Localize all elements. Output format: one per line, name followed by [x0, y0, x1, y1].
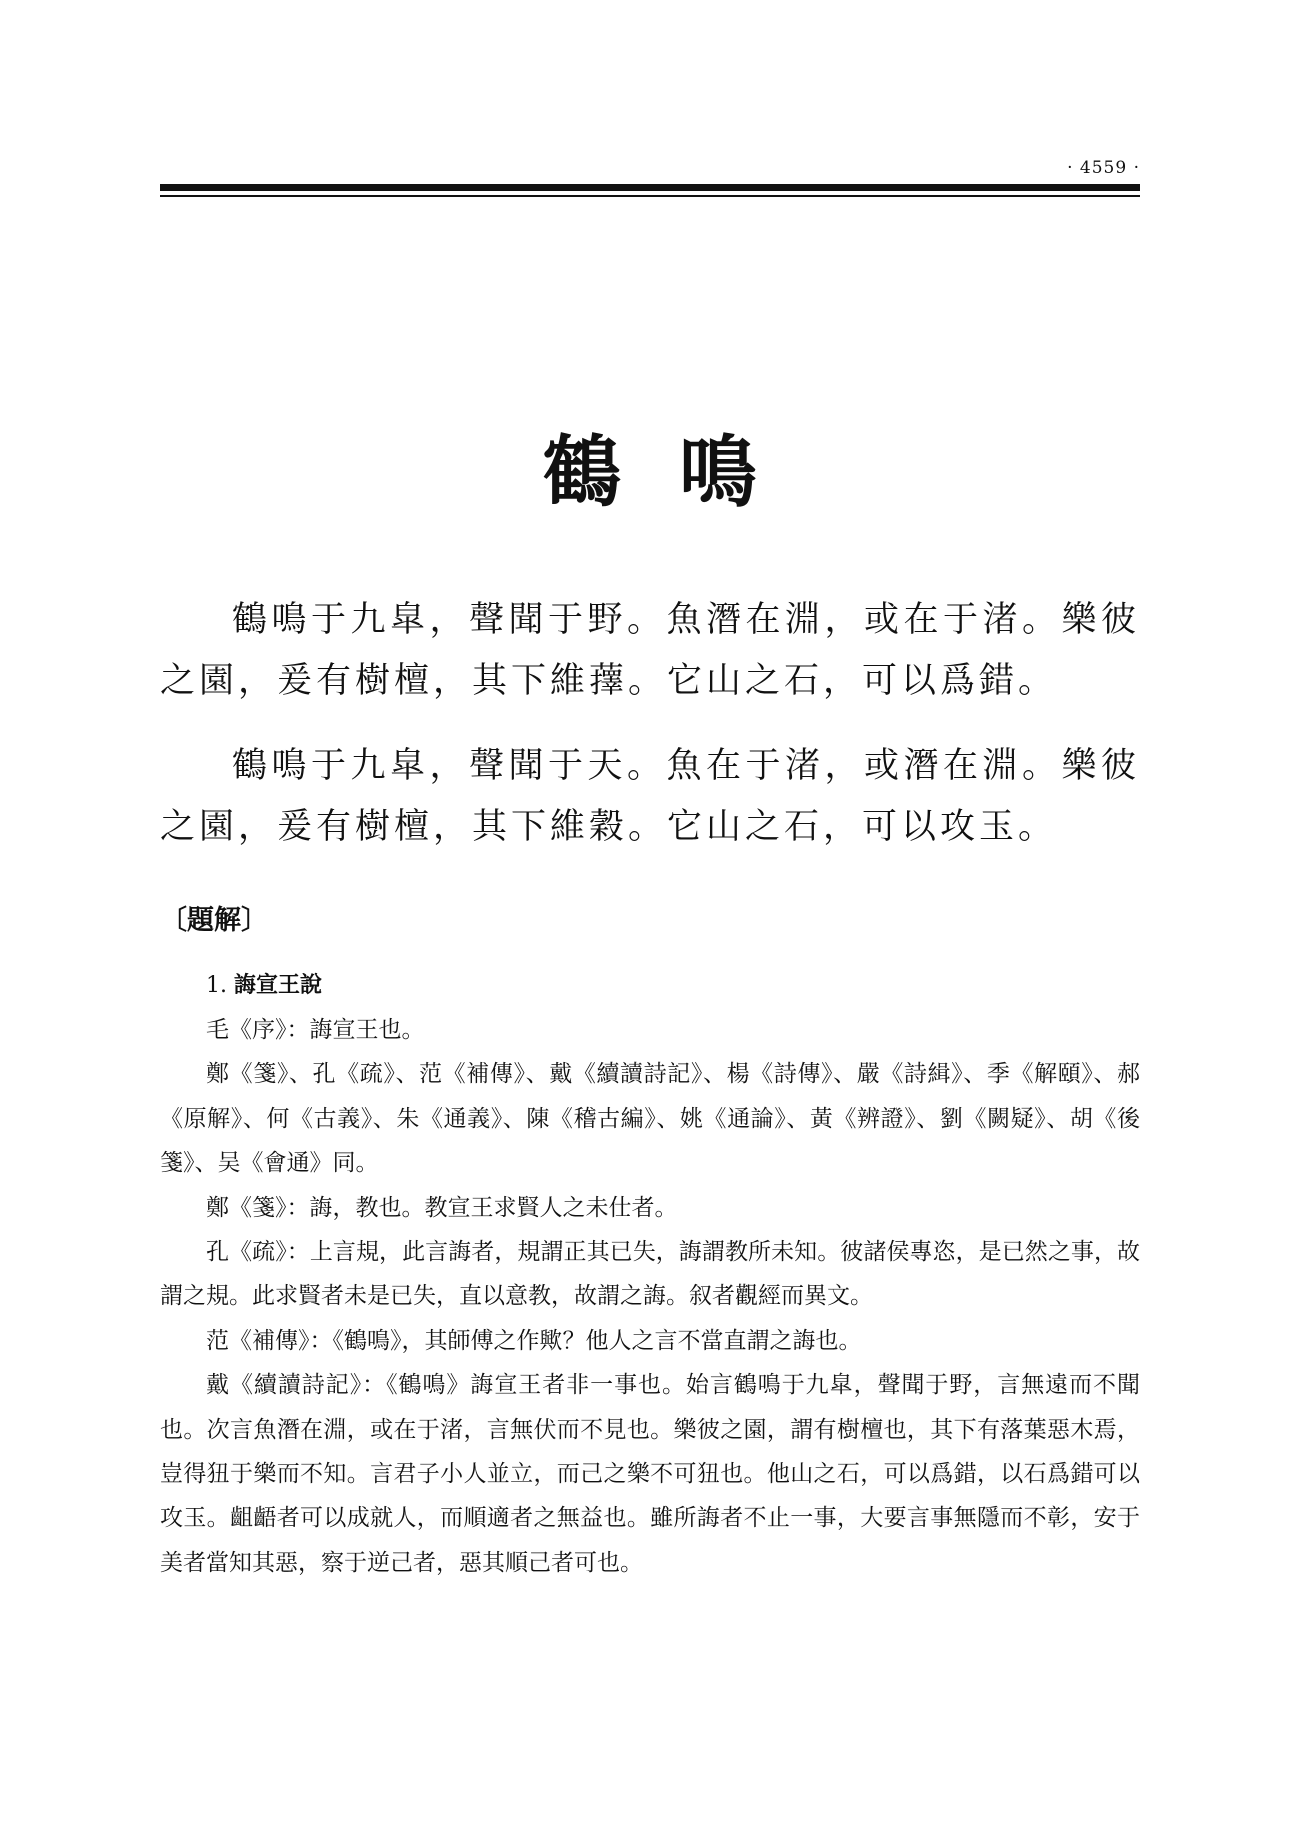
poem-title: 鶴鳴 — [542, 427, 815, 518]
commentary-paragraph: 戴《續讀詩記》：《鶴鳴》誨宣王者非一事也。始言鶴鳴于九皐，聲聞于野，言無遠而不聞也。次言魚潛在淵，或在于渚，言無伏而不見也。樂彼之園，謂有樹檀也，其下有落葉惡木焉，豈得狃于樂而不知。言君子小人並立，而己之樂不可狃也。他山之石，可以爲錯，以石爲錯可以攻玉。齟齬者可以成就人，而順適者之無益也。雖所誨者不止一事，大要言事無隱而不彰，安于美者當知其惡，察于逆己者，惡其順己者可也。 — [160, 1372, 1140, 1576]
section-title: 〔題解〕 — [160, 905, 268, 936]
poem-stanza-2: 鶴鳴于九皐，聲聞于天。魚在于渚，或潛在淵。樂彼之園，爰有樹檀，其下維穀。它山之石，可以攻玉。 — [160, 746, 1140, 847]
subhead — [160, 964, 1140, 1008]
commentary-paragraph: 孔《疏》：上言規，此言誨者，規謂正其已失，誨謂教所未知。彼諸侯專恣，是已然之事，故謂之規。此求賢者未是已失，直以意教，故謂之誨。叙者觀經而異文。 — [160, 1239, 1140, 1310]
poem-stanza-1: 鶴鳴于九皐，聲聞于野。魚潛在淵，或在于渚。樂彼之園，爰有樹檀，其下維蘀。它山之石，可以爲錯。 — [160, 600, 1140, 701]
commentary-paragraph: 鄭《箋》：誨，教也。教宣王求賢人之未仕者。 — [206, 1194, 678, 1221]
header-rule-thick — [160, 184, 1140, 191]
subhead-label: 誨宣王說 — [234, 973, 323, 998]
header-rule-thin — [160, 195, 1140, 197]
commentary-paragraph: 范《補傳》：《鶴鳴》，其師傅之作歟？他人之言不當直謂之誨也。 — [206, 1327, 862, 1354]
commentary-paragraph: 毛《序》：誨宣王也。 — [206, 1017, 425, 1043]
page-number: · 4559 · — [1067, 158, 1140, 178]
subhead-number: 1. — [206, 973, 227, 998]
commentary — [160, 898, 1140, 1585]
commentary-paragraph: 鄭《箋》、孔《疏》、范《補傳》、戴《續讀詩記》、楊《詩傳》、嚴《詩緝》、季《解頤》、郝《原解》、何《古義》、朱《通義》、陳《稽古編》、姚《通論》、黃《辨證》、劉《闕疑》、胡《後箋》、吴《會通》同。 — [160, 1061, 1140, 1177]
poem-text — [160, 590, 1140, 882]
